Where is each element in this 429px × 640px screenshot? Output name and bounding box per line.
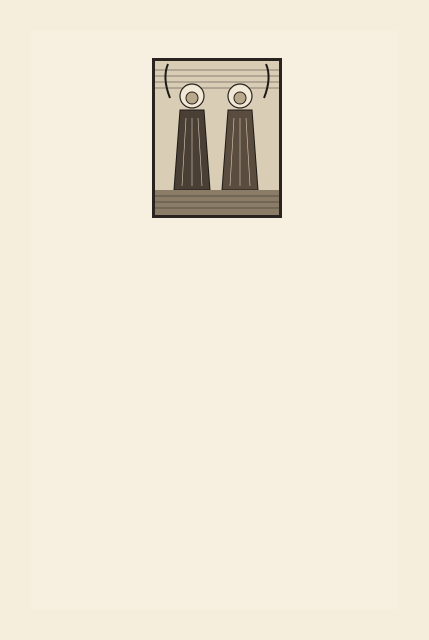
floral-border-bottom [0,610,429,640]
floral-border-left [0,30,30,610]
floral-border-top [0,0,429,30]
floral-border-right [399,30,429,610]
saints-woodcut-image [152,58,282,218]
music-score [50,436,380,586]
